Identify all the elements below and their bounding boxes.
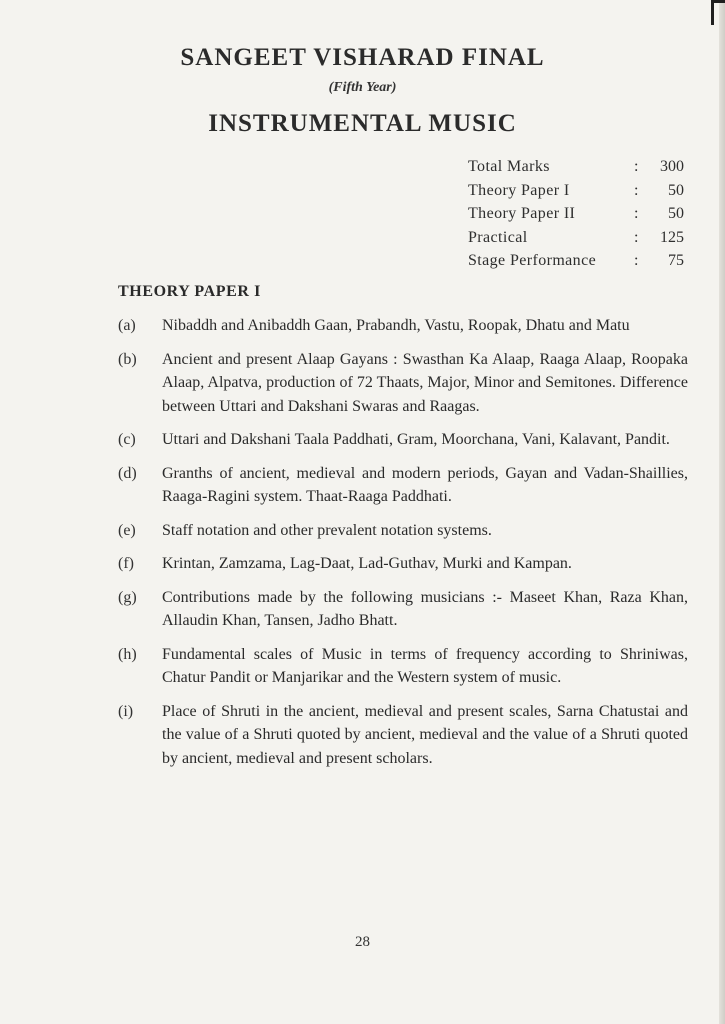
item-text: Krintan, Zamzama, Lag-Daat, Lad-Guthav, Murki and Kampan. xyxy=(162,555,572,572)
marks-colon: : xyxy=(634,158,639,175)
marks-label: Stage Performance xyxy=(468,252,597,269)
item-letter: (i) xyxy=(118,702,134,720)
page-number: 28 xyxy=(355,934,370,950)
item-text: Nibaddh and Anibaddh Gaan, Prabandh, Vastu, Roopak, Dhatu and Matu xyxy=(162,317,630,334)
document-subtitle: (Fifth Year) xyxy=(328,80,397,95)
subject-heading: INSTRUMENTAL MUSIC xyxy=(208,110,517,137)
marks-label: Total Marks xyxy=(468,158,550,175)
list-item xyxy=(118,348,688,419)
corner-mark xyxy=(711,0,725,25)
list-item xyxy=(118,519,688,543)
marks-row xyxy=(468,155,688,179)
marks-table xyxy=(468,155,688,273)
item-text: Uttari and Dakshani Taala Paddhati, Gram, Moorchana, Vani, Kalavant, Pandit. xyxy=(162,431,670,448)
marks-colon: : xyxy=(634,181,639,199)
item-letter: (g) xyxy=(118,588,137,606)
item-letter: (d) xyxy=(118,464,137,482)
marks-value: 50 xyxy=(668,181,684,199)
marks-value: 300 xyxy=(660,158,684,175)
list-item xyxy=(118,586,688,633)
item-text: Fundamental scales of Music in terms of frequency according to Shriniwas, Chatur Pandit or Manjarikar and the Western system of music. xyxy=(162,645,688,686)
marks-label: Theory Paper II xyxy=(468,205,576,222)
item-letter: (c) xyxy=(118,431,136,448)
document-title: SANGEET VISHARAD FINAL xyxy=(180,44,545,71)
marks-row xyxy=(468,202,688,226)
item-letter: (h) xyxy=(118,645,137,663)
list-item xyxy=(118,462,688,509)
marks-value: 125 xyxy=(660,228,684,246)
marks-row xyxy=(468,249,688,273)
marks-label: Theory Paper I xyxy=(468,181,570,199)
item-text: Contributions made by the following musicians :- Maseet Khan, Raza Khan, Allaudin Khan, Tansen, Jadho Bhatt. xyxy=(162,588,688,629)
marks-value: 75 xyxy=(668,252,684,269)
marks-row xyxy=(468,179,688,203)
marks-label: Practical xyxy=(468,228,528,246)
list-item xyxy=(118,314,688,338)
item-text: Ancient and present Alaap Gayans : Swasthan Ka Alaap, Raaga Alaap, Roopaka Alaap, Alpatva, production of 72 Thaats, Major, Minor and Semitones. Difference between Uttari and Dakshani Swaras and Raagas. xyxy=(162,350,688,415)
item-text: Granths of ancient, medieval and modern periods, Gayan and Vadan-Shaillies, Raaga-Ragini system. Thaat-Raaga Paddhati. xyxy=(162,464,688,505)
marks-row xyxy=(468,226,688,250)
item-text: Place of Shruti in the ancient, medieval and present scales, Sarna Chatustai and the value of a Shruti quoted by ancient, medieval and the value of a Shruti quoted by ancient, medieval and present scholars. xyxy=(162,702,688,767)
marks-colon: : xyxy=(634,205,639,222)
marks-value: 50 xyxy=(668,205,684,222)
list-item xyxy=(118,552,688,576)
marks-colon: : xyxy=(634,228,639,246)
item-letter: (e) xyxy=(118,521,136,539)
item-letter: (a) xyxy=(118,317,136,334)
section-heading: THEORY PAPER I xyxy=(118,283,261,300)
item-text: Staff notation and other prevalent notation systems. xyxy=(162,521,492,539)
list-item xyxy=(118,643,688,690)
page-edge xyxy=(719,0,725,1024)
item-letter: (f) xyxy=(118,555,134,572)
item-letter: (b) xyxy=(118,350,137,368)
list-item xyxy=(118,700,688,771)
marks-colon: : xyxy=(634,252,639,269)
list-item xyxy=(118,428,688,452)
syllabus-list xyxy=(118,314,688,780)
